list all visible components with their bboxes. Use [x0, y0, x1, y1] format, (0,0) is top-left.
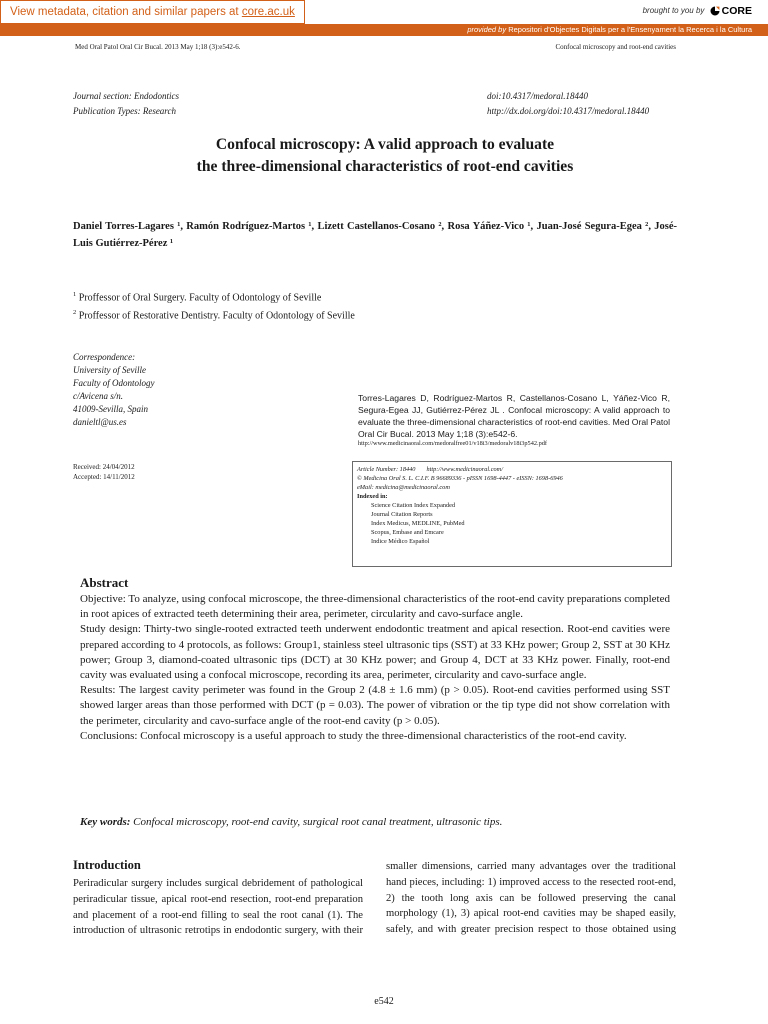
- page-number: e542: [374, 996, 394, 1007]
- doi-info: [487, 89, 649, 119]
- citation-block: [358, 392, 670, 448]
- title-line-1: Confocal microscopy: A valid approach to evaluate: [215, 136, 555, 153]
- core-logo-text: CORE: [721, 5, 752, 17]
- core-metadata-text: View metadata, citation and similar papers at: [10, 6, 242, 18]
- repository-link[interactable]: Repositori d'Objectes Digitals per a l'Ensenyament la Recerca i la Cultura: [508, 25, 752, 34]
- correspondence-label: Correspondence:: [73, 352, 136, 362]
- index-list: [357, 501, 667, 546]
- publication-type: Publication Types: Research: [73, 106, 176, 116]
- journal-site[interactable]: http://www.medicinaoral.com/: [426, 466, 503, 473]
- introduction-right-column: smaller dimensions, carried many advantages over the traditional hand pieces, including: 1) improved access to the resected root-end, 2) the tooth long axis can be followed preserving the canal morphology (1), 3) apical root-end cavities may be shaped easily, safely, and with greater precision respect to those obtained using: [386, 861, 676, 936]
- introduction-heading: Introduction: [73, 858, 141, 872]
- article-dates: [73, 462, 135, 482]
- core-metadata-link-box[interactable]: [0, 0, 305, 24]
- doi-url[interactable]: http://dx.doi.org/doi:10.4317/medoral.18440: [487, 106, 650, 116]
- core-link[interactable]: core.ac.uk: [241, 6, 295, 18]
- email-line[interactable]: eMail: medicina@medicinaoral.com: [357, 484, 450, 491]
- journal-section: Journal section: Endodontics: [73, 91, 179, 101]
- keywords-text: Confocal microscopy, root-end cavity, surgical root canal treatment, ultrasonic tips.: [130, 816, 503, 828]
- correspondence-line: University of Seville: [73, 365, 146, 375]
- index-item: Science Citation Index Expanded: [371, 502, 456, 509]
- running-header-right: Confocal microscopy and root-end cavities: [555, 43, 676, 51]
- citation-url[interactable]: http://www.medicinaoral.com/medoralfree01/v18i3/medoralv18i3p542.pdf: [358, 440, 547, 447]
- citation-text: Torres-Lagares D, Rodríguez-Martos R, Castellanos-Cosano L, Yáñez-Vico R, Segura-Egea JJ, Gutiérrez-Pérez JL . Confocal microscopy: A valid approach to evaluate the three-dimensional characteristics of root-end cavities. Med Oral Patol Oral Cir Bucal. 2013 May 1;18 (3):e542-6.: [358, 393, 670, 439]
- abstract-conclusions: Conclusions: Confocal microscopy is a useful approach to study the three-dimensional characteristics of the root-end cavity.: [80, 729, 627, 742]
- introduction-left-column: Periradicular surgery includes surgical debridement of pathological periradicular tissue, apical root-end resection, root-end preparation and placement of a root-end filling to seal the root canal (1). The introduction of ultrasonic retrotips in endodontic surgery, with their: [73, 878, 363, 937]
- section-info: [73, 89, 179, 119]
- correspondence-line: c/Avicena s/n.: [73, 391, 123, 401]
- keywords-label: Key words:: [80, 816, 131, 828]
- index-item: Journal Citation Reports: [371, 511, 433, 518]
- copyright-line: © Medicina Oral S. L. C.I.F. B 96689336 - pISSN 1698-4447 - eISSN: 1698-6946: [357, 475, 563, 482]
- paper-title: [40, 134, 730, 178]
- indexed-label: Indexed in:: [357, 493, 388, 500]
- core-logo[interactable]: [710, 3, 752, 19]
- brought-text: brought to you by: [642, 6, 705, 16]
- running-header-left: Med Oral Patol Oral Cir Bucal. 2013 May 1;18 (3):e542-6.: [75, 43, 241, 51]
- affiliation-1: $^1$ Proffessor of Oral Surgery. Faculty of Odontology of Seville: [73, 291, 322, 304]
- received-date: Received: 24/04/2012: [73, 463, 135, 471]
- provided-by-bar: [0, 24, 768, 36]
- abstract-study-design: Study design: Thirty-two single-rooted extracted teeth underwent endodontic treatment and apical resection. Root-end cavities were prepared according to 4 protocols, as follows: Group1, stainless steel ultrasonic tips (SST) at 33 KHz power; Group 2, SST at 30 KHz power; Group 3, diamond-coated ultrasonic tips (DCT) at 30 KHz power; and Group 4, DCT at 33 KHz power. Finally, root-end cavity was evaluated using a confocal microscope, recording its area, perimeter, circularity and cavo-surface angle.: [80, 623, 670, 682]
- affiliation-2: $^2$ Proffessor of Restorative Dentistry. Faculty of Odontology of Seville: [73, 309, 355, 322]
- index-item: Scopus, Embase and Emcare: [371, 529, 444, 536]
- provided-by-prefix: provided by: [467, 25, 507, 34]
- core-banner: [0, 0, 768, 25]
- article-number-line: Article Number: 18440 http://www.medicinaoral.com/: [357, 466, 503, 473]
- abstract-objective: Objective: To analyze, using confocal microscope, the three-dimensional characteristics of the root-end cavity preparations completed in root apices of extracted teeth determining their area, perimeter, circularity and cavo-surface angle.: [80, 593, 670, 621]
- core-logo-icon: [710, 6, 720, 16]
- author-list: Daniel Torres-Lagares ¹, Ramón Rodríguez-Martos ¹, Lizett Castellanos-Cosano ², Rosa Yáñez-Vico ¹, Juan-José Segura-Egea ², José-Luis Gutiérrez-Pérez ¹: [73, 221, 677, 249]
- abstract-results: Results: The largest cavity perimeter was found in the Group 2 (4.8 ± 1.6 mm) (p > 0.05). Root-end cavities performed using SST showed larger areas than those performed with DCT (p = 0.03). The power of vibration or the tip type did not show correlation with the perimeter, circularity and cavo-surface angle of the root-end cavity (p > 0.05).: [80, 684, 670, 727]
- index-item: Indice Médico Español: [371, 538, 430, 545]
- index-item: Index Medicus, MEDLINE, PubMed: [371, 520, 465, 527]
- brought-to-you-by: [643, 3, 752, 19]
- correspondence-line: Faculty of Odontology: [73, 378, 155, 388]
- journal-info-box: [352, 461, 672, 567]
- affiliations: [73, 287, 355, 324]
- title-line-2: the three-dimensional characteristics of root-end cavities: [196, 158, 574, 175]
- correspondence-line: 41009-Sevilla, Spain: [73, 404, 148, 414]
- correspondence-email[interactable]: danieltl@us.es: [73, 417, 127, 427]
- abstract-body: [80, 592, 670, 744]
- doi: doi:10.4317/medoral.18440: [487, 91, 588, 101]
- abstract-heading: Abstract: [80, 575, 129, 590]
- keywords: [80, 815, 680, 830]
- accepted-date: Accepted: 14/11/2012: [73, 473, 135, 481]
- correspondence: [73, 351, 154, 429]
